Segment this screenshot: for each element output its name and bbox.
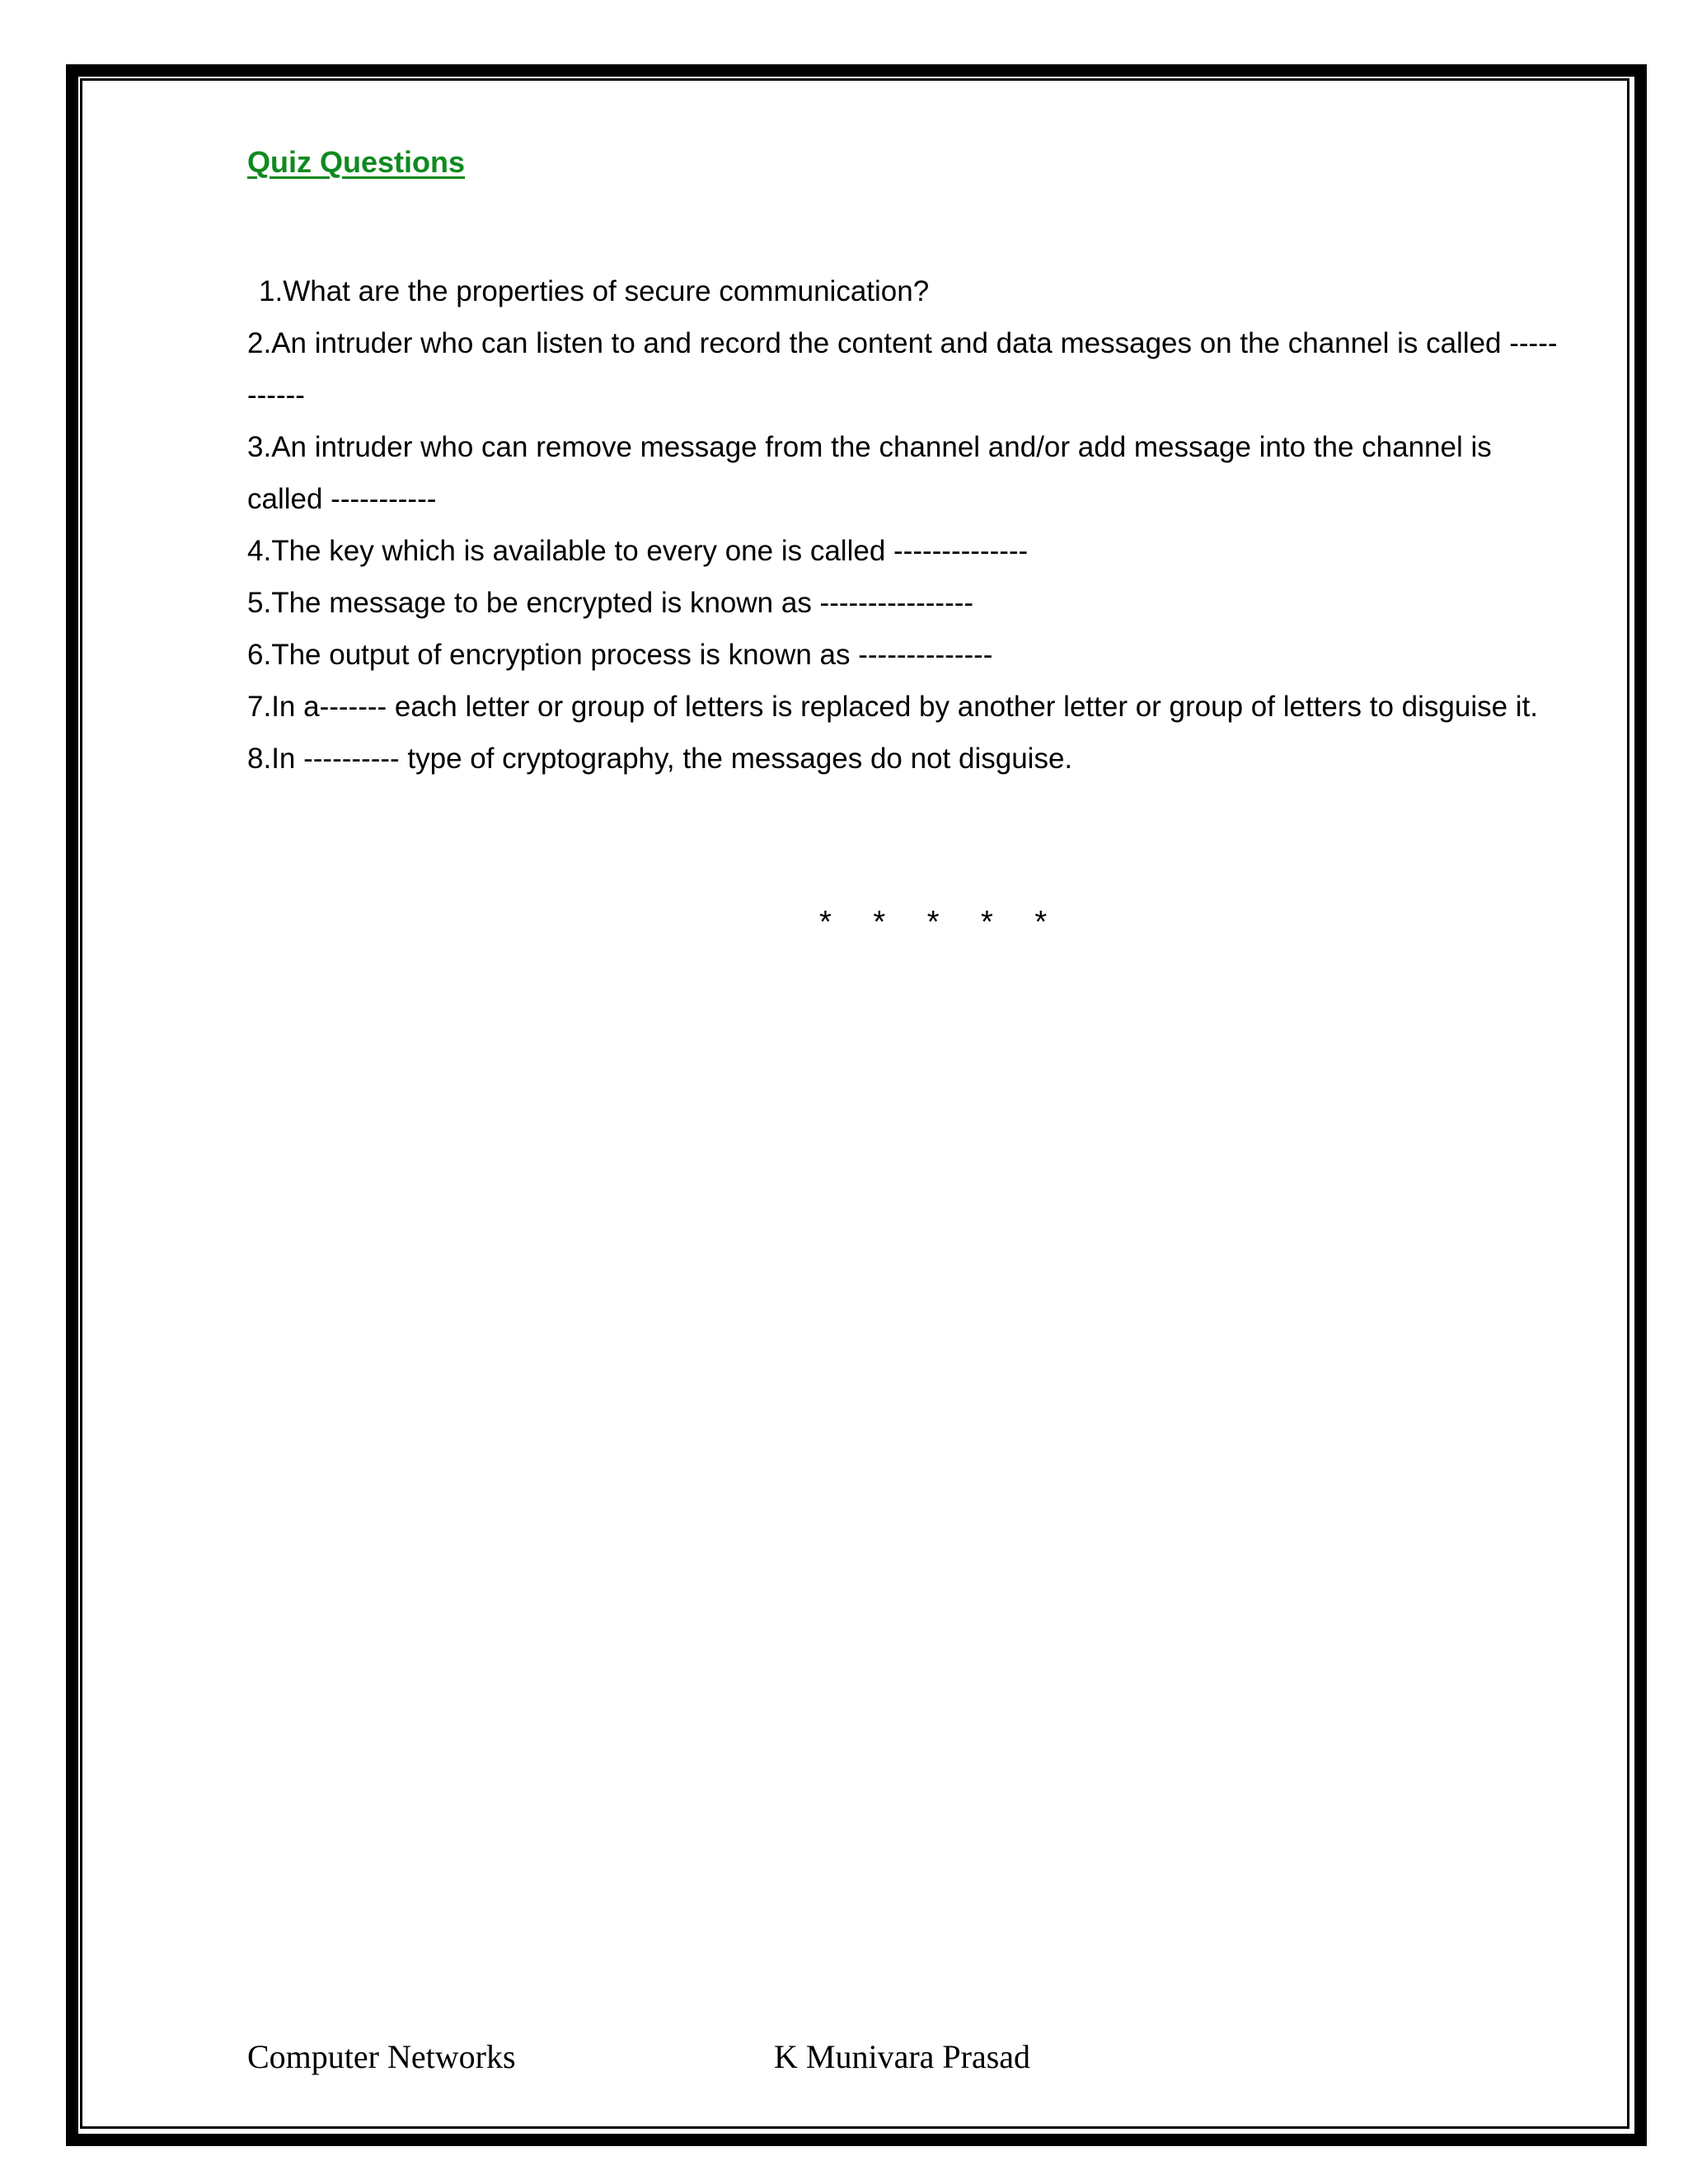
question-list bbox=[247, 265, 1566, 785]
question-item: 8.In ---------- type of cryptography, the messages do not disguise. bbox=[247, 743, 1073, 775]
page-title: Quiz Questions bbox=[247, 145, 466, 179]
question-item: 2.An intruder who can listen to and record the content and data messages on the channel is called ----------- bbox=[247, 327, 1558, 411]
question-item: 4.The key which is available to every one is called -------------- bbox=[247, 535, 1029, 567]
question-item: 7.In a------- each letter or group of letters is replaced by another letter or group of letters to disguise it. bbox=[247, 691, 1539, 723]
question-item: 1.What are the properties of secure communication? bbox=[259, 275, 930, 307]
section-separator: * * * * * bbox=[819, 905, 1064, 940]
footer-author-name: K Munivara Prasad bbox=[774, 2038, 1031, 2075]
footer-course-name: Computer Networks bbox=[247, 2038, 516, 2075]
question-item: 5.The message to be encrypted is known as ---------------- bbox=[247, 587, 974, 619]
question-item: 3.An intruder who can remove message from the channel and/or add message into the channel is called ----------- bbox=[247, 431, 1492, 515]
question-item: 6.The output of encryption process is known as -------------- bbox=[247, 639, 993, 671]
